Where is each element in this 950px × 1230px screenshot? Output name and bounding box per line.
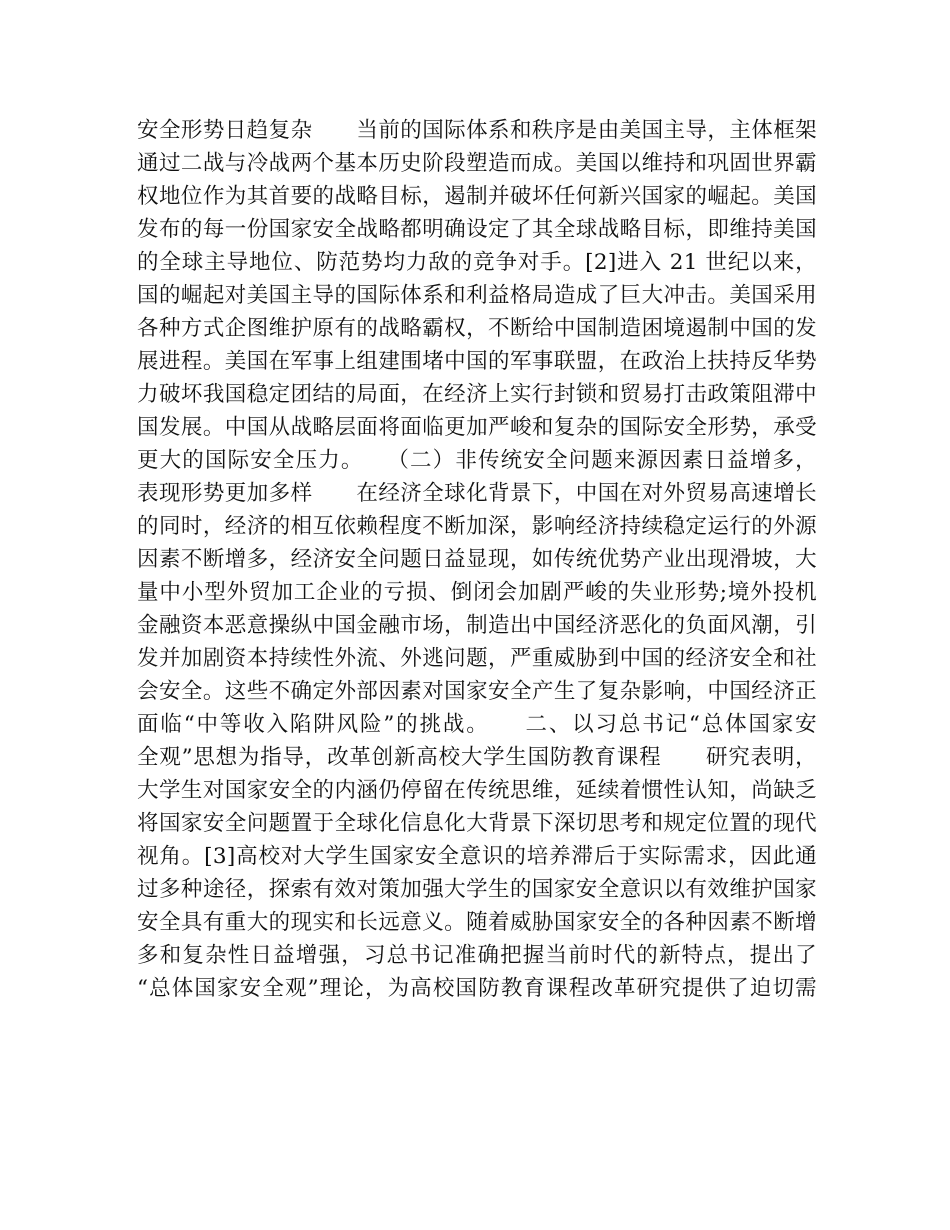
text-line: 多和复杂性日益增强，习总书记准确把握当前时代的新特点，提出了	[137, 943, 817, 968]
text-line: 表现形势更加多样 在经济全球化背景下，中国在对外贸易高速增长	[137, 481, 817, 506]
text-line: 会安全。这些不确定外部因素对国家安全产生了复杂影响，中国经济正	[137, 679, 817, 704]
text-line: 大学生对国家安全的内涵仍停留在传统思维，延续着惯性认知，尚缺乏	[137, 778, 817, 803]
text-line: 发并加剧资本持续性外流、外逃问题，严重威胁到中国的经济安全和社	[137, 646, 817, 671]
text-line: 展进程。美国在军事上组建围堵中国的军事联盟，在政治上扶持反华势	[137, 349, 817, 374]
text-line: “总体国家安全观”理论，为高校国防教育课程改革研究提供了迫切需	[137, 976, 817, 1001]
text-line: 的同时，经济的相互依赖程度不断加深，影响经济持续稳定运行的外源	[137, 514, 817, 539]
text-line: 全观”思想为指导，改革创新高校大学生国防教育课程 研究表明，	[137, 745, 817, 770]
text-line: 安全形势日趋复杂 当前的国际体系和秩序是由美国主导，主体框架	[137, 118, 817, 143]
text-line: 面临“中等收入陷阱风险”的挑战。 二、以习总书记“总体国家安	[137, 712, 817, 737]
text-line: 视角。[3]高校对大学生国家安全意识的培养滞后于实际需求，因此通	[137, 844, 817, 869]
text-line: 发布的每一份国家安全战略都明确设定了其全球战略目标，即维持美国	[137, 217, 817, 242]
text-line: 各种方式企图维护原有的战略霸权，不断给中国制造困境遏制中国的发	[137, 316, 817, 341]
text-line: 金融资本恶意操纵中国金融市场，制造出中国经济恶化的负面风潮，引	[137, 613, 817, 638]
text-line: 量中小型外贸加工企业的亏损、倒闭会加剧严峻的失业形势;境外投机	[137, 580, 817, 605]
text-line: 安全具有重大的现实和长远意义。随着威胁国家安全的各种因素不断增	[137, 910, 817, 935]
text-line: 力破坏我国稳定团结的局面，在经济上实行封锁和贸易打击政策阻滞中	[137, 382, 817, 407]
body-text	[137, 114, 817, 1005]
text-line: 权地位作为其首要的战略目标，遏制并破坏任何新兴国家的崛起。美国	[137, 184, 817, 209]
text-line: 因素不断增多，经济安全问题日益显现，如传统优势产业出现滑坡，大	[137, 547, 817, 572]
text-line: 的全球主导地位、防范势均力敌的竞争对手。[2]进入 21 世纪以来，	[137, 250, 817, 275]
text-line: 更大的国际安全压力。 （二）非传统安全问题来源因素日益增多，	[137, 448, 817, 473]
text-line: 过多种途径，探索有效对策加强大学生的国家安全意识以有效维护国家	[137, 877, 817, 902]
text-line: 通过二战与冷战两个基本历史阶段塑造而成。美国以维持和巩固世界霸	[137, 151, 817, 176]
text-line: 国的崛起对美国主导的国际体系和利益格局造成了巨大冲击。美国采用	[137, 283, 817, 308]
text-line: 国发展。中国从战略层面将面临更加严峻和复杂的国际安全形势，承受	[137, 415, 817, 440]
text-line: 将国家安全问题置于全球化信息化大背景下深切思考和规定位置的现代	[137, 811, 817, 836]
